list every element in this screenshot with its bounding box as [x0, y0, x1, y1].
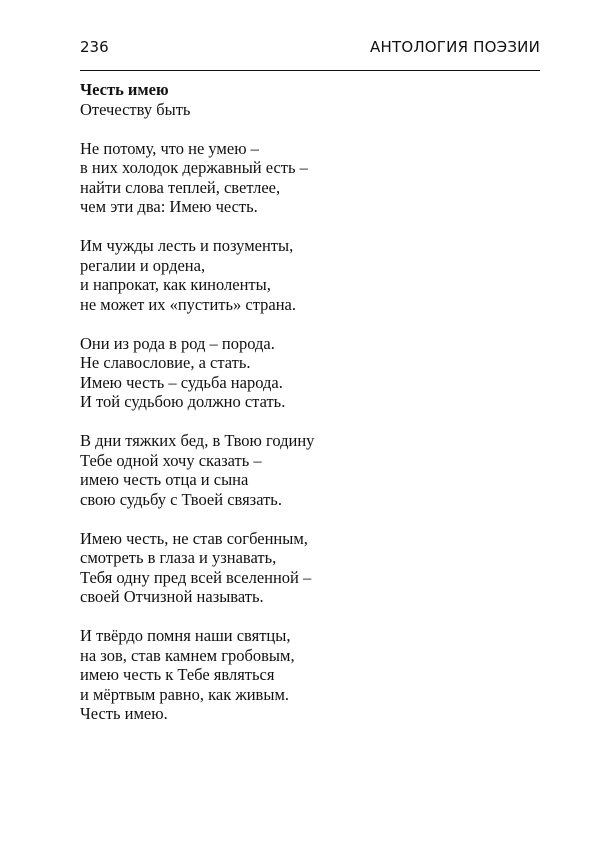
poem-title: Честь имею: [80, 80, 169, 99]
poem-line: Им чужды лесть и позументы,: [80, 236, 294, 255]
poem-line: смотреть в глаза и узнавать,: [80, 548, 277, 567]
poem-line: Имею честь – судьба народа.: [80, 372, 283, 392]
poem-line: Тебя одну пред всей вселенной –: [80, 567, 312, 587]
poem-line: свою судьбу с Твоей связать.: [80, 489, 282, 509]
poem-line: Они из рода в род – порода.: [80, 333, 275, 353]
poem-line: имею честь к Тебе являться: [80, 665, 275, 684]
stanza-5: [80, 529, 560, 607]
poem-line: на зов, став камнем гробовым,: [80, 645, 295, 665]
poem-line: И той судьбою должно стать.: [80, 392, 286, 411]
poem-line: и напрокат, как киноленты,: [80, 275, 271, 294]
poem-subtitle: Отечеству быть: [80, 99, 191, 119]
poem-line: чем эти два: Имею честь.: [80, 197, 258, 216]
page-number: 236: [80, 38, 109, 56]
poem-line: Не славословие, а стать.: [80, 353, 251, 372]
poem: [80, 80, 560, 724]
poem-line: не может их «пустить» страна.: [80, 294, 296, 314]
running-title: АНТОЛОГИЯ ПОЭЗИИ: [370, 38, 540, 56]
poem-line: регалии и ордена,: [80, 255, 206, 275]
poem-line: И твёрдо помня наши святцы,: [80, 626, 291, 645]
poem-line: В дни тяжких бед, в Твою годину: [80, 431, 315, 450]
stanza-1: [80, 139, 560, 217]
page-header: [80, 36, 540, 71]
poem-line: в них холодок державный есть –: [80, 158, 308, 177]
stanza-6: [80, 626, 560, 724]
stanza-2: [80, 236, 560, 314]
poem-line: своей Отчизной называть.: [80, 587, 264, 606]
poem-line: Тебе одной хочу сказать –: [80, 450, 262, 470]
poem-line: Имею честь, не став согбенным,: [80, 528, 308, 548]
poem-line: Не потому, что не умею –: [80, 138, 259, 158]
poem-line: Честь имею.: [80, 704, 168, 723]
poem-line: имею честь отца и сына: [80, 470, 249, 489]
stanza-3: [80, 334, 560, 412]
stanza-4: [80, 431, 560, 509]
poem-line: найти слова теплей, светлее,: [80, 177, 281, 197]
poem-line: и мёртвым равно, как живым.: [80, 684, 290, 704]
